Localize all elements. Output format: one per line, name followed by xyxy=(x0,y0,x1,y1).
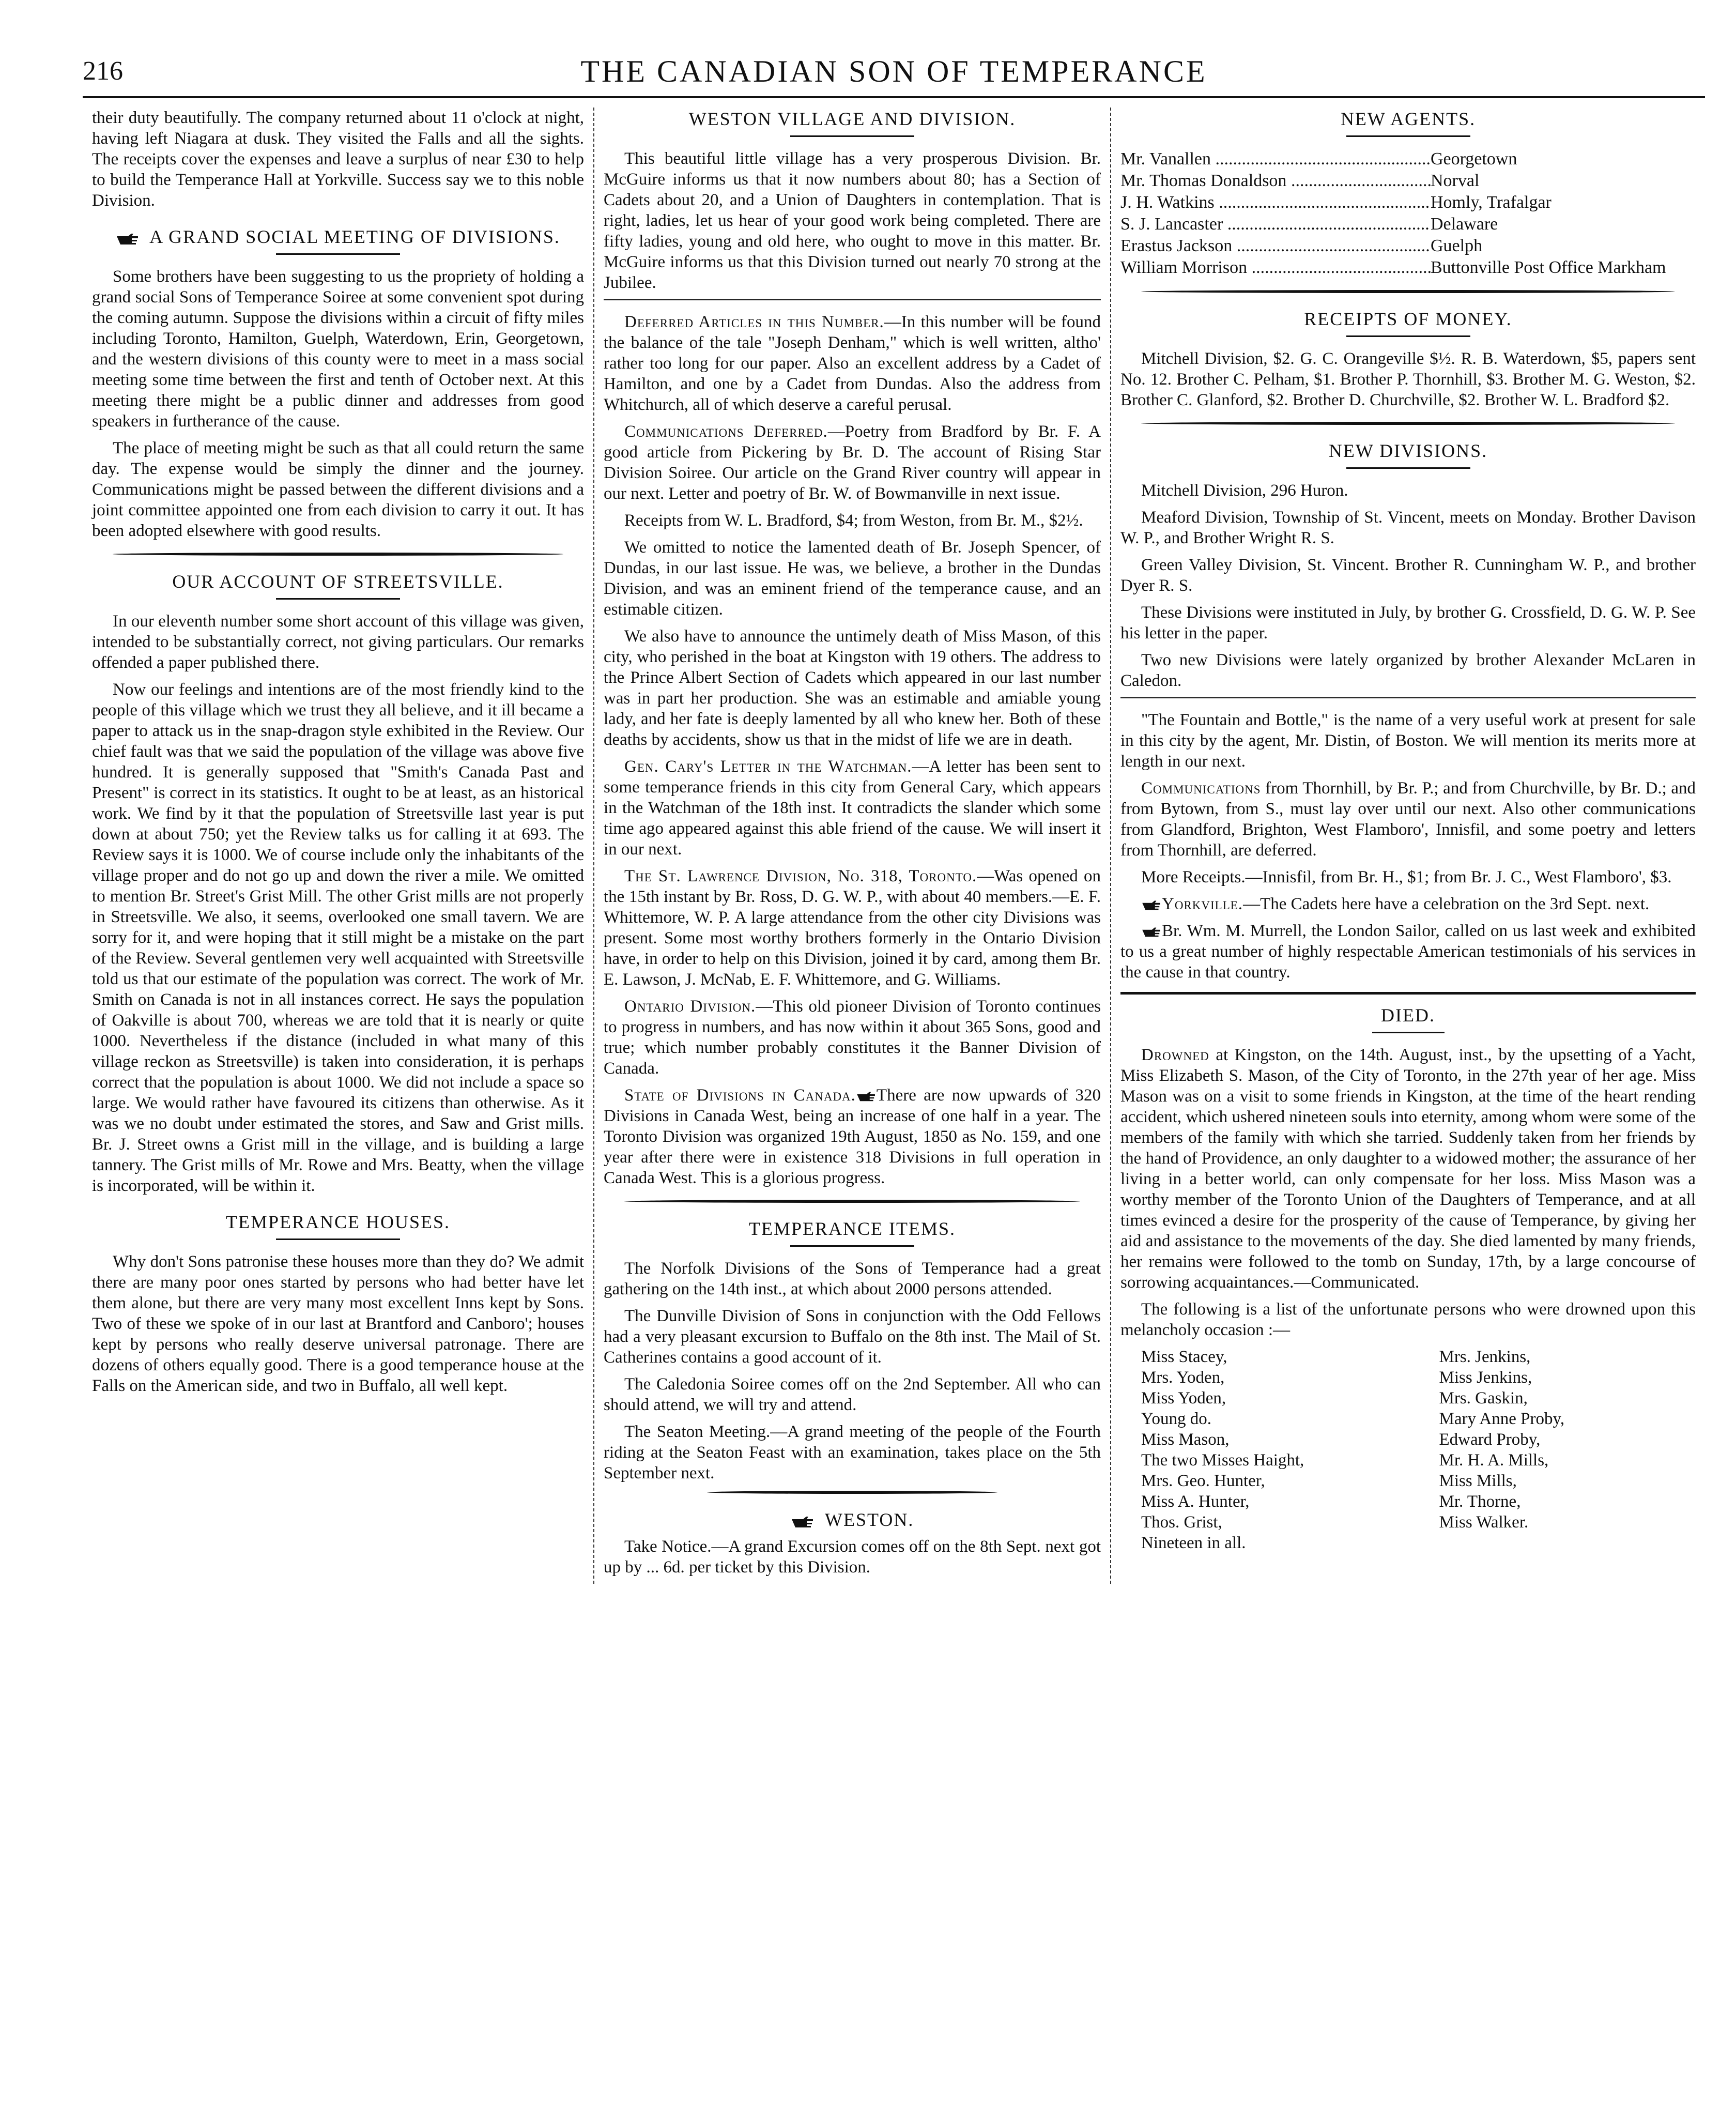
paragraph: "The Fountain and Bottle," is the name of a very useful work at present for sale in this city by the agent, Mr. Distin, of Boston. We will mention its merits more at length in our next. xyxy=(1120,711,1696,771)
paragraph: We omitted to notice the lamented death of Br. Joseph Spencer, of Dundas, in our last issue. He was, we believe, a brother in the Dundas Division, and was an eminent friend of the temperance cause, and an estimable citizen. xyxy=(604,538,1101,619)
divider xyxy=(1346,135,1470,137)
divider xyxy=(1346,467,1470,469)
agent-name: Mr. Thomas Donaldson ..... xyxy=(1120,170,1431,192)
column-left xyxy=(83,108,594,1584)
paragraph: Now our feelings and intentions are of the most friendly kind to the people of this village which we trust they all believe, and it ill became a paper to attack us in the snap-dragon style exhibited in the Review. Our chief fault was that we said the population of the village was above five hundred. It is generally supposed that "Smith's Canada Past and Present" is correct in its statistics. It ought to be at least, as an historical work. We find by it that the population of Streetsville last year is put down at about 750; yet the Review talks us for calling it at 693. The Review says it is 1000. We of course include only the inhabitants of the village proper and do not go up and down the river a mile. We omitted to mention Br. Street's Grist Mill. The other Grist mills are not properly in Streetsville. We also, it seems, overlooked one small tavern. We are sorry for it, and were hoping that it still might be a mistake on the part of the Review. Several gentlemen very well acquainted with Streetsville told us that our estimate of the population was correct. The work of Mr. Smith on Canada is not in all instances correct. He says the population of Oakville is about 700, whereas we are told that it is nearly or quite 1000. Nevertheless if the distance (included in what many of this village reckon as Streetsville) is taken into consideration, it is perhaps correct that the population is about 1000. We did not include a space so large. We would rather have favoured its citizens than otherwise. As it was we no doubt under estimated the stores, and Saw and Grist mills. Br. J. Street owns a Grist mill in the village, and is building a large tannery. The Grist mills of Mr. Rowe and Mrs. Beatty, when the village is incorporated, will be within it. xyxy=(92,680,584,1195)
paragraph: The Seaton Meeting.—A grand meeting of the people of the Fourth riding at the Seaton Feast with an examination, takes place on the 5th September next. xyxy=(604,1423,1101,1482)
pointing-hand-icon xyxy=(791,1515,815,1528)
section-divider xyxy=(113,553,563,556)
paragraph: their duty beautifully. The company returned about 11 o'clock at night, having left Niagara at dusk. They visited the Falls and all the sights. The receipts cover the expenses and leave a surplus of near £30 to help to build the Temperance Hall at Yorkville. Success say we to this noble Division. xyxy=(92,109,584,210)
agent-name: William Morrison ..... xyxy=(1120,257,1431,279)
agent-row xyxy=(1120,148,1696,170)
divider xyxy=(604,299,1101,300)
run-in-heading: Deferred Articles in this Number. xyxy=(624,313,884,331)
divider xyxy=(1372,1032,1445,1033)
paragraph: Green Valley Division, St. Vincent. Brother R. Cunningham W. P., and brother Dyer R. S. xyxy=(1120,556,1696,595)
section-divider xyxy=(624,1200,1080,1203)
article-heading xyxy=(604,1508,1101,1531)
victims-right-column xyxy=(1408,1347,1696,1533)
paragraph-text: —In this number will be found the balance of the tale "Joseph Denham," which is well written, altho' rather too long for our paper. Also an excellent address by a Cadet of Hamilton, and one by a Cadet from Dundas. Also the address from Whitchurch, all of which deserve a careful perusal. xyxy=(604,313,1101,414)
pointing-hand-icon xyxy=(1141,899,1162,911)
agent-name: S. J. Lancaster ..... xyxy=(1120,213,1431,235)
section-divider xyxy=(1141,290,1675,293)
victim-name: Miss Mason, xyxy=(1141,1430,1230,1449)
run-in-heading: Gen. Cary's Letter in the Watchman. xyxy=(624,757,912,776)
paragraph-text: —Poetry from Bradford by Br. F. A good article from Pickering by Br. D. The account of Rising Star Division Soiree. Our article on the Grand River country will appear in our next. Letter and poetry of Br. W. of Bowmanville in next issue. xyxy=(604,422,1101,503)
divider xyxy=(1120,697,1696,698)
agent-name: Mr. Vanallen ..... xyxy=(1120,148,1431,170)
paragraph-text: from Thornhill, by Br. P.; and from Churchville, by Br. D.; and from Bytown, from S., must lay over until our next. Also other communications from Glandford, Brighton, West Flamboro', Innisfil, and some poetry and letters from Thornhill, are deferred. xyxy=(1120,779,1696,860)
paragraph: More Receipts.—Innisfil, from Br. H., $1; from Br. J. C., West Flamboro', $3. xyxy=(1141,868,1672,886)
paragraph: The place of meeting might be such as that all could return the same day. The expense would be simply the dinner and the journey. Communications might be passed between the different divisions and a joint committee appointed one from each division to carry it out. It has been adopted elsewhere with good results. xyxy=(92,439,584,540)
agent-place: Georgetown xyxy=(1431,149,1517,169)
agent-row xyxy=(1120,192,1696,213)
paragraph: Meaford Division, Township of St. Vincent, meets on Monday. Brother Davison W. P., and Brother Wright R. S. xyxy=(1120,508,1696,547)
agent-row xyxy=(1120,257,1696,279)
divider xyxy=(790,1245,914,1247)
agent-place: Homly, Trafalgar xyxy=(1431,193,1551,212)
run-in-heading: Ontario Division. xyxy=(624,997,756,1016)
paragraph xyxy=(1120,1045,1696,1293)
paragraph xyxy=(604,996,1101,1079)
victim-name: Mr. Thorne, xyxy=(1439,1492,1521,1511)
run-in-heading: The St. Lawrence Division, No. 318, Toronto. xyxy=(624,867,977,885)
victim-name: Miss Stacey, xyxy=(1141,1348,1227,1366)
divider xyxy=(1346,335,1470,337)
paragraph: The following is a list of the unfortunate persons who were drowned upon this melancholy occasion :— xyxy=(1120,1300,1696,1339)
paragraph xyxy=(604,866,1101,990)
paragraph-text: —Was opened on the 15th instant by Br. Ross, D. G. W. P., with about 40 members.—E. F. Whittemore, W. P. A large attendance from the other city Divisions was present. Some most worthy brothers formerly in the Ontario Division have, in order to help on this Division, joined it by card, among them Br. E. Lawson, J. McNab, E. F. Whittemore, and G. Williams. xyxy=(604,867,1101,989)
run-in-heading: Communications Deferred. xyxy=(624,422,828,441)
victim-name: Mrs. Yoden, xyxy=(1141,1368,1225,1387)
pointing-hand-icon xyxy=(116,232,140,246)
paragraph-text: —The Cadets here have a celebration on the 3rd Sept. next. xyxy=(1243,895,1650,913)
paragraph-text: —This old pioneer Division of Toronto continues to progress in numbers, and has now within it about 365 Sons, good and true; which number probably constitutes it the Banner Division of Canada. xyxy=(604,997,1101,1078)
victim-name: Miss Jenkins, xyxy=(1439,1368,1532,1387)
paragraph: In our eleventh number some short account of this village was given, intended to be substantially correct, not giving particulars. Our remarks offended a paper published there. xyxy=(92,612,584,672)
divider xyxy=(276,1239,400,1240)
victim-name: Miss Walker. xyxy=(1439,1513,1529,1532)
victims-total: Nineteen in all. xyxy=(1141,1534,1246,1552)
victim-name: Young do. xyxy=(1141,1410,1212,1428)
article-title: WESTON. xyxy=(825,1509,914,1530)
column-right xyxy=(1111,108,1705,1584)
section-divider xyxy=(1141,422,1675,425)
pointing-hand-icon xyxy=(1141,926,1162,938)
paragraph: Mitchell Division, 296 Huron. xyxy=(1141,481,1348,500)
article-title: NEW AGENTS. xyxy=(1340,109,1476,129)
paragraph-text: —A letter has been sent to some temperance friends in this city from General Cary, which appears in the Watchman of the 18th inst. It contradicts the slander which some time ago appeared against this able friend of the cause. We will insert it in our next. xyxy=(604,757,1101,859)
columns xyxy=(83,108,1705,1584)
agent-row xyxy=(1120,170,1696,192)
victim-name: Mrs. Gaskin, xyxy=(1439,1389,1528,1408)
paragraph: We also have to announce the untimely death of Miss Mason, of this city, who perished in the boat at Kingston with 19 others. The address to the Prince Albert Section of Cadets which appeared in our last number was in part her production. She was an estimable and amiable young lady, and her fate is deeply lamented by all who knew her. Both of these deaths by accidents, show us that in the midst of life we are in death. xyxy=(604,627,1101,749)
run-in-heading: Communications xyxy=(1141,779,1261,798)
article-title: NEW DIVISIONS. xyxy=(1328,440,1488,461)
article-title: A GRAND SOCIAL MEETING OF DIVISIONS. xyxy=(149,226,560,247)
victim-name: Mr. H. A. Mills, xyxy=(1439,1451,1549,1470)
agent-place: Guelph xyxy=(1431,236,1483,255)
victim-name: Thos. Grist, xyxy=(1141,1513,1222,1532)
article-title: WESTON VILLAGE AND DIVISION. xyxy=(688,109,1016,129)
agent-place: Norval xyxy=(1431,171,1480,190)
paragraph: The Caledonia Soiree comes off on the 2nd September. All who can should attend, we will try and attend. xyxy=(604,1375,1101,1414)
article-title: OUR ACCOUNT OF STREETSVILLE. xyxy=(172,571,504,592)
divider xyxy=(276,598,400,600)
victims-list xyxy=(1120,1347,1696,1533)
paragraph: This beautiful little village has a very prosperous Division. Br. McGuire informs us that it now numbers about 80; has a Section of Cadets about 20, and a Union of Daughters in contemplation. That is right, ladies, let us hear of your good work being completed. There are fifty ladies, young and old here, who ought to move in this matter. Br. McGuire informs us that this Division turned out nearly 70 strong at the Jubilee. xyxy=(604,149,1101,292)
agent-name: Erastus Jackson ..... xyxy=(1120,235,1431,257)
paragraph: Why don't Sons patronise these houses more than they do? We admit there are many poor ones started by persons who had better have let them alone, but there are very many most excellent Inns kept by Sons. Two of these we spoke of in our last at Brantford and Canboro'; houses kept by persons who really deserve universal patronage. There are dozens of others equally good. There is a good temperance house at the Falls on the American side, and two in Buffalo, all well kept. xyxy=(92,1252,584,1395)
paragraph: Two new Divisions were lately organized by brother Alexander McLaren in Caledon. xyxy=(1120,651,1696,690)
victim-name: Miss A. Hunter, xyxy=(1141,1492,1250,1511)
section-divider xyxy=(707,1491,997,1494)
agent-name: J. H. Watkins ..... xyxy=(1120,192,1431,213)
pointing-hand-icon xyxy=(856,1091,877,1102)
victim-name: Edward Proby, xyxy=(1439,1430,1541,1449)
paragraph: Mitchell Division, $2. G. C. Orangeville $½. R. B. Waterdown, $5, papers sent No. 12. Brother C. Pelham, $1. Brother P. Thornhill, $3. Brother M. G. Weston, $2. Brother C. Glanford, $2. Brother D. Churchville, $2. Brother W. L. Bradford $2. xyxy=(1120,349,1696,409)
victim-name: The two Misses Haight, xyxy=(1141,1451,1304,1470)
run-in-heading: Drowned xyxy=(1141,1046,1209,1064)
masthead xyxy=(83,47,1705,98)
paragraph: Some brothers have been suggesting to us the propriety of holding a grand social Sons of Temperance Soiree at some convenient spot during the coming autumn. Suppose the divisions within a circuit of fifty miles including Toronto, Hamilton, Guelph, Waterdown, Erin, Georgetown, and the western divisions of this county were to meet in a mass social meeting some time between the first and tenth of October next. At this meeting there might be a public dinner and addresses from good speakers in furtherance of the cause. xyxy=(92,267,584,431)
paragraph-text: There are now upwards of 320 Divisions in Canada West, being an increase of one half in a year. The Toronto Division was organized 19th August, 1850 as No. 159, and one year after there were in existence 318 Divisions in full operation in Canada West. This is a glorious progress. xyxy=(604,1086,1101,1187)
paragraph xyxy=(1120,921,1696,983)
paragraph xyxy=(604,312,1101,415)
paragraph xyxy=(1120,778,1696,861)
paragraph: Take Notice.—A grand Excursion comes off on the 8th Sept. next got up by ... 6d. per ticket by this Division. xyxy=(604,1537,1101,1577)
section-divider xyxy=(1120,992,1696,995)
running-title: THE CANADIAN SON OF TEMPERANCE xyxy=(580,54,1207,88)
page-number: 216 xyxy=(83,56,123,86)
victims-left-column xyxy=(1120,1347,1408,1533)
agent-row xyxy=(1120,213,1696,235)
article-title: DIED. xyxy=(1381,1005,1435,1026)
victim-name: Miss Yoden, xyxy=(1141,1389,1226,1408)
article-title: TEMPERANCE ITEMS. xyxy=(748,1218,956,1239)
paragraph xyxy=(604,421,1101,504)
paragraph: The Norfolk Divisions of the Sons of Temperance had a great gathering on the 14th inst., at which about 2000 persons attended. xyxy=(604,1259,1101,1298)
paragraph: These Divisions were instituted in July, by brother G. Crossfield, D. G. W. P. See his letter in the paper. xyxy=(1120,603,1696,643)
agent-place: Delaware xyxy=(1431,215,1498,234)
article-heading xyxy=(92,225,584,248)
victim-name: Mrs. Geo. Hunter, xyxy=(1141,1472,1265,1490)
run-in-heading: Yorkville. xyxy=(1162,895,1243,913)
paragraph xyxy=(604,756,1101,860)
article-title: RECEIPTS OF MONEY. xyxy=(1304,309,1512,329)
agent-row xyxy=(1120,235,1696,257)
victim-name: Mrs. Jenkins, xyxy=(1439,1348,1531,1366)
paragraph xyxy=(604,1085,1101,1188)
victim-name: Miss Mills, xyxy=(1439,1472,1517,1490)
divider xyxy=(790,135,914,137)
victim-name: Mary Anne Proby, xyxy=(1439,1410,1565,1428)
paragraph-text: Br. Wm. M. Murrell, the London Sailor, called on us last week and exhibited to us a great number of highly respectable American testimonials of his services in the cause in that country. xyxy=(1120,922,1696,982)
agents-list xyxy=(1120,148,1696,279)
article-title: TEMPERANCE HOUSES. xyxy=(225,1212,451,1232)
divider xyxy=(276,253,400,255)
column-middle xyxy=(594,108,1111,1584)
paragraph-text: at Kingston, on the 14th. August, inst., by the upsetting of a Yacht, Miss Elizabeth S. Mason, of the City of Toronto, in the 27th year of her age. Miss Mason was on a visit to some friends in Kingston, at the time of the heart rending accident, which ushered nineteen souls into eternity, among whom were some of the members of the family with which she tarried. Suddenly taken from her friends by the hand of Providence, an only daughter to a widowed mother; the assurance of her living in a better world, can only compensate for her loss. Miss Mason was a worthy member of the Toronto Union of the Daughters of Temperance, and at all times evinced a desire for the prosperity of the cause of Temperance, by giving her aid and assistance to the movements of the day. She died lamented by many friends, her remains were followed to the tomb on Sunday, 17th, by a large concourse of sorrowing acquaintances.—Communicated. xyxy=(1120,1046,1696,1292)
paragraph xyxy=(1120,894,1696,914)
agent-place: Buttonville Post Office Markham xyxy=(1431,258,1666,277)
run-in-heading: State of Divisions in Canada. xyxy=(624,1086,856,1105)
paragraph: The Dunville Division of Sons in conjunction with the Odd Fellows had a very pleasant excursion to Buffalo on the 8th inst. The Mail of St. Catherines contains a good account of it. xyxy=(604,1307,1101,1367)
paragraph: Receipts from W. L. Bradford, $4; from Weston, from Br. M., $2½. xyxy=(624,511,1083,530)
